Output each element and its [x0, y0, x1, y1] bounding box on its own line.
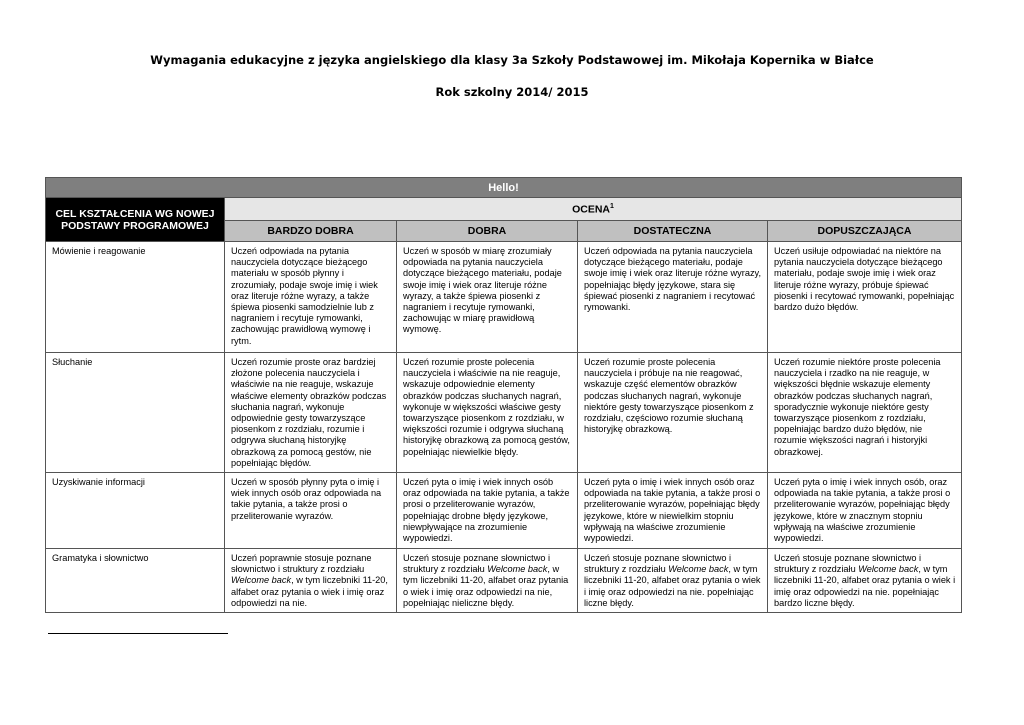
table-row: [46, 353, 962, 473]
grade-cell: [397, 549, 578, 613]
row-goal: Gramatyka i słownictwo: [46, 549, 225, 613]
cell-text: Uczeń stosuje poznane słownictwo i struktury z rozdziału: [584, 553, 732, 575]
unit-name: Welcome back: [231, 575, 292, 586]
grade-cell: Uczeń pyta o imię i wiek innych osób, oraz odpowiada na takie pytania, a także prosi o przeliterowanie wyrazów, popełniając błędy językowe, które w znacznym stopniu wpływają na właściwe zrozumienie wypowiedzi.: [768, 473, 962, 549]
grade-cell: Uczeń rozumie proste oraz bardziej złożone polecenia nauczyciela i właściwie na nie reaguje, wskazuje właściwe elementy obrazków podczas słuchania nagrań, wykonuje odpowiednie gesty towarzyszące piosenkom z rozdziału, rozumie i odgrywa słuchaną historyjkę obrazkową za pomocą gestów, nie popełniając błędów.: [225, 353, 397, 473]
school-year: Rok szkolny 2014/ 2015: [435, 85, 589, 99]
grade-cell: Uczeń w sposób w miarę zrozumiały odpowiada na pytania nauczyciela dotyczące bieżącego materiału, podaje swoje imię i wiek oraz literuje różne wyrazy, a także śpiewa piosenki z nagraniem i recytuje rymowanki, zachowując w miarę prawidłową wymowę.: [397, 242, 578, 353]
grade-cell: Uczeń usiłuje odpowiadać na niektóre na pytania nauczyciela dotyczące bieżącego materiału, podaje swoje imię i wiek oraz literuje różne wyrazy, próbuje śpiewać piosenki i recytować rymowanki, popełniając bardzo dużo błędów.: [768, 242, 962, 353]
cell-text: , w tym liczebniki 11-20, alfabet oraz pytania o wiek i imię oraz odpowiedzi na nie. popełniając bardzo liczne błędy.: [774, 564, 956, 608]
grade-cell: Uczeń rozumie niektóre proste polecenia nauczyciela i rzadko na nie reaguje, w większości błędnie wskazuje elementy obrazków podczas słuchanych nagrań, sporadycznie wykonuje niektóre gesty towarzyszące piosenkom z rozdziału, popełniając bardzo dużo błędów, nie rozumie większości nagrań i historyjki obrazkowej.: [768, 353, 962, 473]
grade-cell: Uczeń w sposób płynny pyta o imię i wiek innych osób oraz odpowiada na takie pytania, a także prosi o przeliterowanie wyrazów.: [225, 473, 397, 549]
level-header: DOSTATECZNA: [578, 221, 768, 242]
goal-column-header: CEL KSZTAŁCENIA WG NOWEJ PODSTAWY PROGRAMOWEJ: [46, 198, 225, 242]
grade-cell: Uczeń odpowiada na pytania nauczyciela dotyczące bieżącego materiału, podaje swoje imię i wiek oraz literuje różne wyrazy, popełniając błędy językowe, stara się śpiewać piosenki z nagraniem i recytować rymowanki.: [578, 242, 768, 353]
grade-cell: [768, 549, 962, 613]
grade-column-header: [225, 198, 962, 221]
level-header: DOPUSZCZAJĄCA: [768, 221, 962, 242]
cell-text: , w tym liczebniki 11-20, alfabet oraz pytania o wiek i imię oraz odpowiedzi na nie, popełniając nieliczne błędy.: [403, 564, 569, 608]
row-goal: Mówienie i reagowanie: [46, 242, 225, 353]
cell-text: Uczeń stosuje poznane słownictwo i struktury z rozdziału: [403, 553, 551, 575]
grade-cell: Uczeń rozumie proste polecenia nauczyciela i właściwie na nie reaguje, wskazuje odpowiednie elementy obrazków podczas słuchanych nagrań, wykonuje w większości właściwe gesty towarzyszące piosenkom z rozdziału, w większości rozumie i odgrywa słuchaną historyjkę obrazkową za pomocą gestów, popełniając niewielkie błędy.: [397, 353, 578, 473]
footnote-marker: 1: [610, 202, 614, 210]
unit-name: Welcome back: [668, 564, 729, 575]
row-goal: Uzyskiwanie informacji: [46, 473, 225, 549]
grade-label: OCENA: [572, 203, 610, 216]
grade-cell: Uczeń rozumie proste polecenia nauczyciela i próbuje na nie reagować, wskazuje część elementów obrazków podczas słuchanych nagrań, wykonuje niektóre gesty towarzyszące piosenkom z rozdziału, częściowo rozumie słuchaną historyjkę obrazkową.: [578, 353, 768, 473]
grade-cell: Uczeń pyta o imię i wiek innych osób oraz odpowiada na takie pytania, a także prosi o przeliterowanie wyrazów, popełniając drobne błędy językowe, niewpływające na zrozumienie wypowiedzi.: [397, 473, 578, 549]
cell-text: , w tym liczebniki 11-20, alfabet oraz pytania o wiek i imię oraz odpowiedzi na nie.: [231, 575, 388, 608]
level-header: BARDZO DOBRA: [225, 221, 397, 242]
cell-text: Uczeń poprawnie stosuje poznane słownictwo i struktury z rozdziału: [231, 553, 372, 575]
level-header: DOBRA: [397, 221, 578, 242]
cell-text: Uczeń stosuje poznane słownictwo i struktury z rozdziału: [774, 553, 922, 575]
cell-text: , w tym liczebniki 11-20, alfabet oraz pytania o wiek i imię oraz odpowiedzi na nie. popełniając liczne błędy.: [584, 564, 761, 608]
banner-hello: Hello!: [46, 178, 962, 198]
unit-name: Welcome back: [858, 564, 919, 575]
grade-cell: [225, 549, 397, 613]
requirements-table: [45, 177, 962, 613]
table-row: [46, 473, 962, 549]
unit-name: Welcome back: [487, 564, 548, 575]
grade-cell: Uczeń pyta o imię i wiek innych osób oraz odpowiada na takie pytania, a także prosi o przeliterowanie wyrazów, popełniając błędy językowe, które w niewielkim stopniu wpływają na właściwe zrozumienie wypowiedzi.: [578, 473, 768, 549]
table-row: [46, 549, 962, 613]
table-row: [46, 242, 962, 353]
row-goal: Słuchanie: [46, 353, 225, 473]
grade-cell: [578, 549, 768, 613]
footnote-separator: [48, 633, 228, 634]
document-title: Wymagania edukacyjne z języka angielskiego dla klasy 3a Szkoły Podstawowej im. Mikołaja Kopernika w Białce: [150, 53, 874, 67]
grade-cell: Uczeń odpowiada na pytania nauczyciela dotyczące bieżącego materiału w sposób płynny i zrozumiały, podaje swoje imię i wiek oraz literuje różne wyrazy, a także śpiewa piosenki samodzielnie lub z nagraniem i recytuje rymowanki, zachowując prawidłową wymowę i rytm.: [225, 242, 397, 353]
